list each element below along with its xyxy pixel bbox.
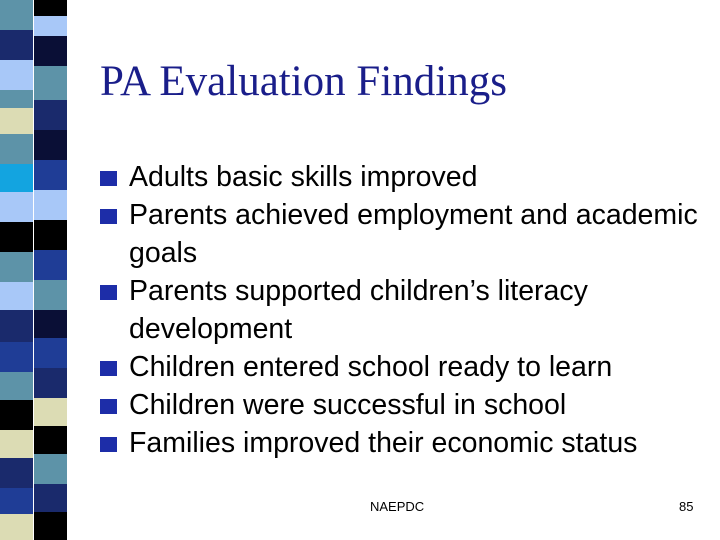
bullet-list — [98, 158, 708, 462]
stripe-block — [0, 310, 33, 342]
stripe-block — [0, 514, 33, 540]
stripe-block — [34, 160, 67, 190]
stripe-block — [0, 108, 33, 134]
footer-organization: NAEPDC — [370, 499, 425, 514]
stripe-block — [0, 222, 33, 254]
stripe-block — [34, 280, 67, 310]
stripe-block — [34, 220, 67, 250]
stripe-block — [34, 0, 67, 16]
stripe-block — [0, 252, 33, 282]
stripe-block — [34, 454, 67, 484]
stripe-block — [0, 372, 33, 400]
stripe-block — [0, 0, 33, 30]
stripe-block — [34, 250, 67, 280]
stripe-block — [34, 310, 67, 338]
stripe-block — [34, 484, 67, 512]
bullet-item — [98, 348, 708, 386]
stripe-block — [0, 60, 33, 90]
stripe-block — [34, 190, 67, 220]
stripe-block — [34, 338, 67, 368]
square-bullet-icon — [100, 437, 117, 452]
page-number: 85 — [679, 499, 694, 514]
square-bullet-icon — [100, 171, 117, 186]
stripe-block — [0, 30, 33, 60]
bullet-item — [98, 272, 708, 348]
bullet-text: Parents supported children’s literacy development — [129, 275, 588, 345]
bullet-item — [98, 386, 708, 424]
stripe-block — [0, 458, 33, 488]
stripe-block — [34, 100, 67, 130]
square-bullet-icon — [100, 361, 117, 376]
stripe-block — [34, 512, 67, 540]
stripe-block — [34, 16, 67, 36]
stripe-block — [0, 134, 33, 164]
stripe-block — [0, 430, 33, 458]
bullet-text: Parents achieved employment and academic goals — [129, 199, 698, 269]
stripe-divider — [33, 0, 34, 540]
stripe-block — [0, 488, 33, 514]
stripe-block — [0, 192, 33, 222]
decorative-stripe — [0, 0, 68, 540]
stripe-block — [34, 130, 67, 160]
bullet-text: Adults basic skills improved — [129, 161, 478, 193]
slide-title: PA Evaluation Findings — [100, 58, 507, 105]
stripe-block — [0, 400, 33, 430]
stripe-block — [34, 426, 67, 454]
stripe-block — [34, 66, 67, 100]
bullet-item — [98, 196, 708, 272]
bullet-text: Children were successful in school — [129, 389, 567, 421]
stripe-block — [34, 368, 67, 398]
bullet-text: Children entered school ready to learn — [129, 351, 613, 383]
square-bullet-icon — [100, 209, 117, 224]
stripe-block — [0, 342, 33, 372]
square-bullet-icon — [100, 285, 117, 300]
stripe-block — [34, 398, 67, 426]
stripe-block — [0, 164, 33, 192]
bullet-item — [98, 424, 708, 462]
stripe-block — [0, 282, 33, 310]
bullet-item — [98, 158, 708, 196]
square-bullet-icon — [100, 399, 117, 414]
bullet-text: Families improved their economic status — [129, 427, 638, 459]
stripe-block — [34, 36, 67, 66]
stripe-block — [0, 90, 33, 108]
